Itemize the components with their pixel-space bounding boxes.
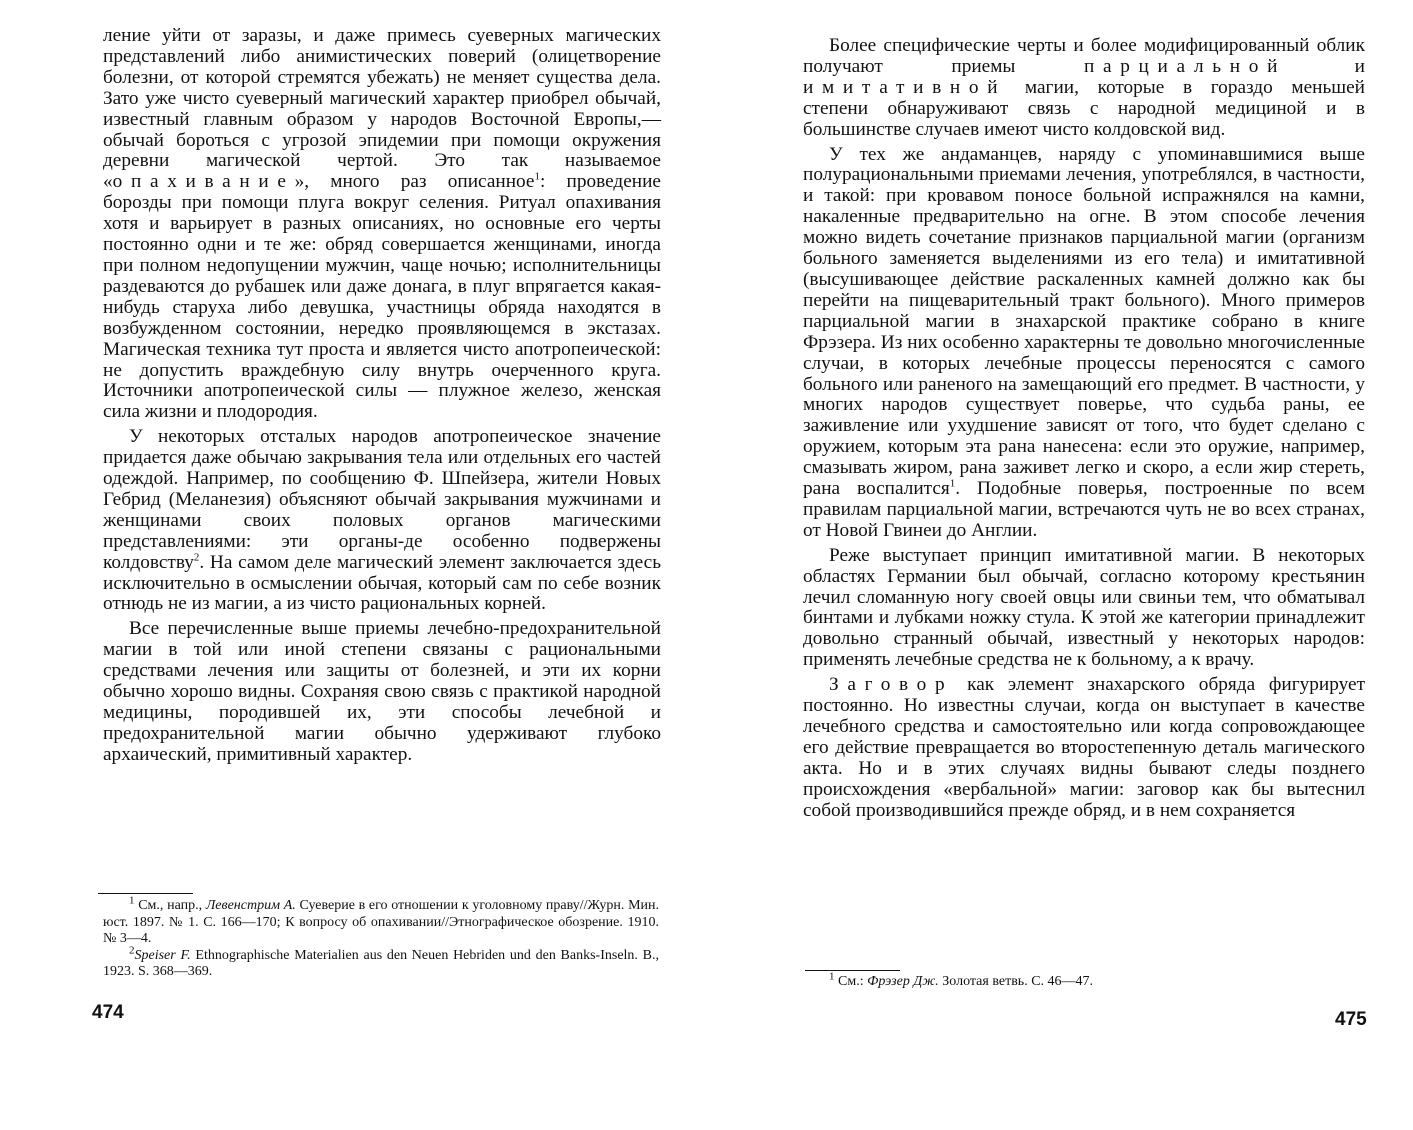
left-paragraph-3: Все перечисленные выше приемы лечебно-предохранительной магии в той или иной степени связаны с рациональными средствами лечения или защиты от болезней, и эти их корни обычно хорошо видны. Сохраняя свою связь с практикой народной медицины, породившей их, эти способы лечебной и предохранительной магии обычно удерживают глубоко архаический, примитивный характер. bbox=[103, 618, 661, 765]
right-paragraph-2: У тех же андаманцев, наряду с упоминавшимися выше полурациональными приемами лечения, употреблялся, в частности, и такой: при кровавом поносе больной испражнялся на камни, накаленные предварительно на огне. В этом способе лечения можно видеть сочетание признаков парциальной магии (организм больного заменяется выделениями из его тела) и имитативной (высушивающее действие раскаленных камней должно как бы перейти на пищеварительный тракт больного). Много примеров парциальной магии в знахарской практике собрано в книге Фрэзера. Из них особенно характерны те довольно многочисленные случаи, в которых лечебные процессы переносятся с самого больного или раненого на замещающий его предмет. В частности, у многих народов существует поверье, что судьба раны, ее заживление или ухудшение зависят от того, что будет сделано с оружием, которым эта рана нанесена: если это оружие, например, смазывать жиром, рана заживет легко и скоро, а если жир стереть, рана воспалится$^1$. Подобные поверья, построенные по всем правилам парциальной магии, встречаются чуть не во всех странах, от Новой Гвинеи до Англии. bbox=[803, 143, 1365, 541]
right-paragraph-4: Заговор как элемент знахарского обряда фигурирует постоянно. Но известны случаи, когда он выступает в качестве лечебного средства и самостоятельно или когда сопровождающее его действие превращается во второстепенную деталь магического акта. Но и в этих случаях видны бывают следы позднего происхождения «вербальной» магии: заговор как бы вытеснил собой производившийся прежде обряд, и в нем сохраняется bbox=[803, 674, 1365, 821]
spaced-term-opakhivanie: опахивание bbox=[112, 171, 295, 193]
footnote-ref-1-right: 1 bbox=[949, 477, 956, 490]
right-page bbox=[706, 0, 1413, 1130]
spaced-term-zagovor: Заговор bbox=[829, 674, 954, 696]
left-footnotes bbox=[103, 894, 659, 981]
left-footnote-divider bbox=[98, 893, 193, 894]
footnote-2: $^2$Speiser F. Ethnographische Materialien aus den Neuen Hebriden und den Banks-Inseln. B., 1923. S. 368—369. bbox=[103, 943, 659, 979]
left-paragraph-2: У некоторых отсталых народов апотропеическое значение придается даже обычаю закрывания тела или отдельных его частей одеждой. Например, по сообщению Ф. Шпейзера, жители Новых Гебрид (Меланезия) объясняют обычай закрывания мужчинами и женщинами своих половых органов магическими представлениями: эти органы-де особенно подвержены колдовству$^2$. На самом деле магический элемент заключается здесь исключительно в осмыслении обычая, который сам по себе возник отнюдь не из магии, а из чисто рациональных корней. bbox=[103, 426, 661, 615]
page-number-left: 474 bbox=[92, 1002, 124, 1023]
right-paragraph-1: Более специфические черты и более модифицированный облик получают приемы парциальной и имитативной магии, которые в гораздо меньшей степени обнаруживают связь с народной медициной и в большинстве случаев имеют чисто колдовской вид. bbox=[803, 35, 1365, 140]
footnote-1: $^1$ См., напр., Левенстрим А. Суеверие в его отношении к уголовному праву//Журн. Мин. юст. 1897. № 1. С. 166—170; К вопросу об опахивании//Этнографическое обозрение. 1910. № 3—4. bbox=[103, 894, 659, 946]
page-number-right: 475 bbox=[1335, 1009, 1367, 1030]
spaced-term-partsialnoi: парциальной bbox=[1083, 55, 1287, 77]
left-paragraph-1: ление уйти от заразы, и даже примесь суеверных магических представлений либо анимистических поверий (олицетворение болезни, от которой стремятся убежать) не меняет существа дела. Зато уже чисто суеверный магический характер приобрел обычай, известный главным образом у народов Восточной Европы,— обычай бороться с угрозой эпидемии при помощи окружения деревни магической чертой. Это так называемое «опахивание», много раз описанное$^1$: проведение борозды при помощи плуга вокруг селения. Ритуал опахивания хотя и варьирует в разных описаниях, но основные его черты постоянно одни и те же: обряд совершается женщинами, иногда при полном недопущении мужчин, чаще ночью; исполнительницы раздеваются до рубашек или даже донага, в плуг впрягается какая-нибудь старуха либо девушка, участницы обряда находятся в возбужденном состоянии, нередко проявляющемся в экстазах. Магическая техника тут проста и является чисто апотропеической: не допустить враждебную силу внутрь очерченного круга. Источники апотропеической силы — плужное железо, женская сила жизни и плодородия. bbox=[103, 25, 661, 423]
left-page bbox=[0, 0, 706, 1130]
footnote-ref-2: 2 bbox=[193, 551, 200, 564]
left-page-text-column bbox=[103, 26, 661, 766]
footnote-1-right: $^1$ См.: Фрэзер Дж. Золотая ветвь. С. 46—47. bbox=[829, 970, 1094, 989]
right-footnotes bbox=[803, 970, 1365, 991]
right-paragraph-3: Реже выступает принцип имитативной магии. В некоторых областях Германии был обычай, согласно которому крестьянин лечил сломанную ногу своей овцы или свиньи тем, что обматывал бинтами и лубками ножку стула. К этой же категории принадлежит довольно странный обычай, известный у некоторых народов: применять лечебные средства не к больному, а к врачу. bbox=[803, 544, 1365, 671]
right-footnote-divider bbox=[805, 970, 900, 971]
footnote-ref-1: 1 bbox=[534, 170, 540, 183]
right-page-text-column bbox=[803, 36, 1365, 822]
spaced-term-imitativnoi: имитативной bbox=[803, 76, 1007, 98]
